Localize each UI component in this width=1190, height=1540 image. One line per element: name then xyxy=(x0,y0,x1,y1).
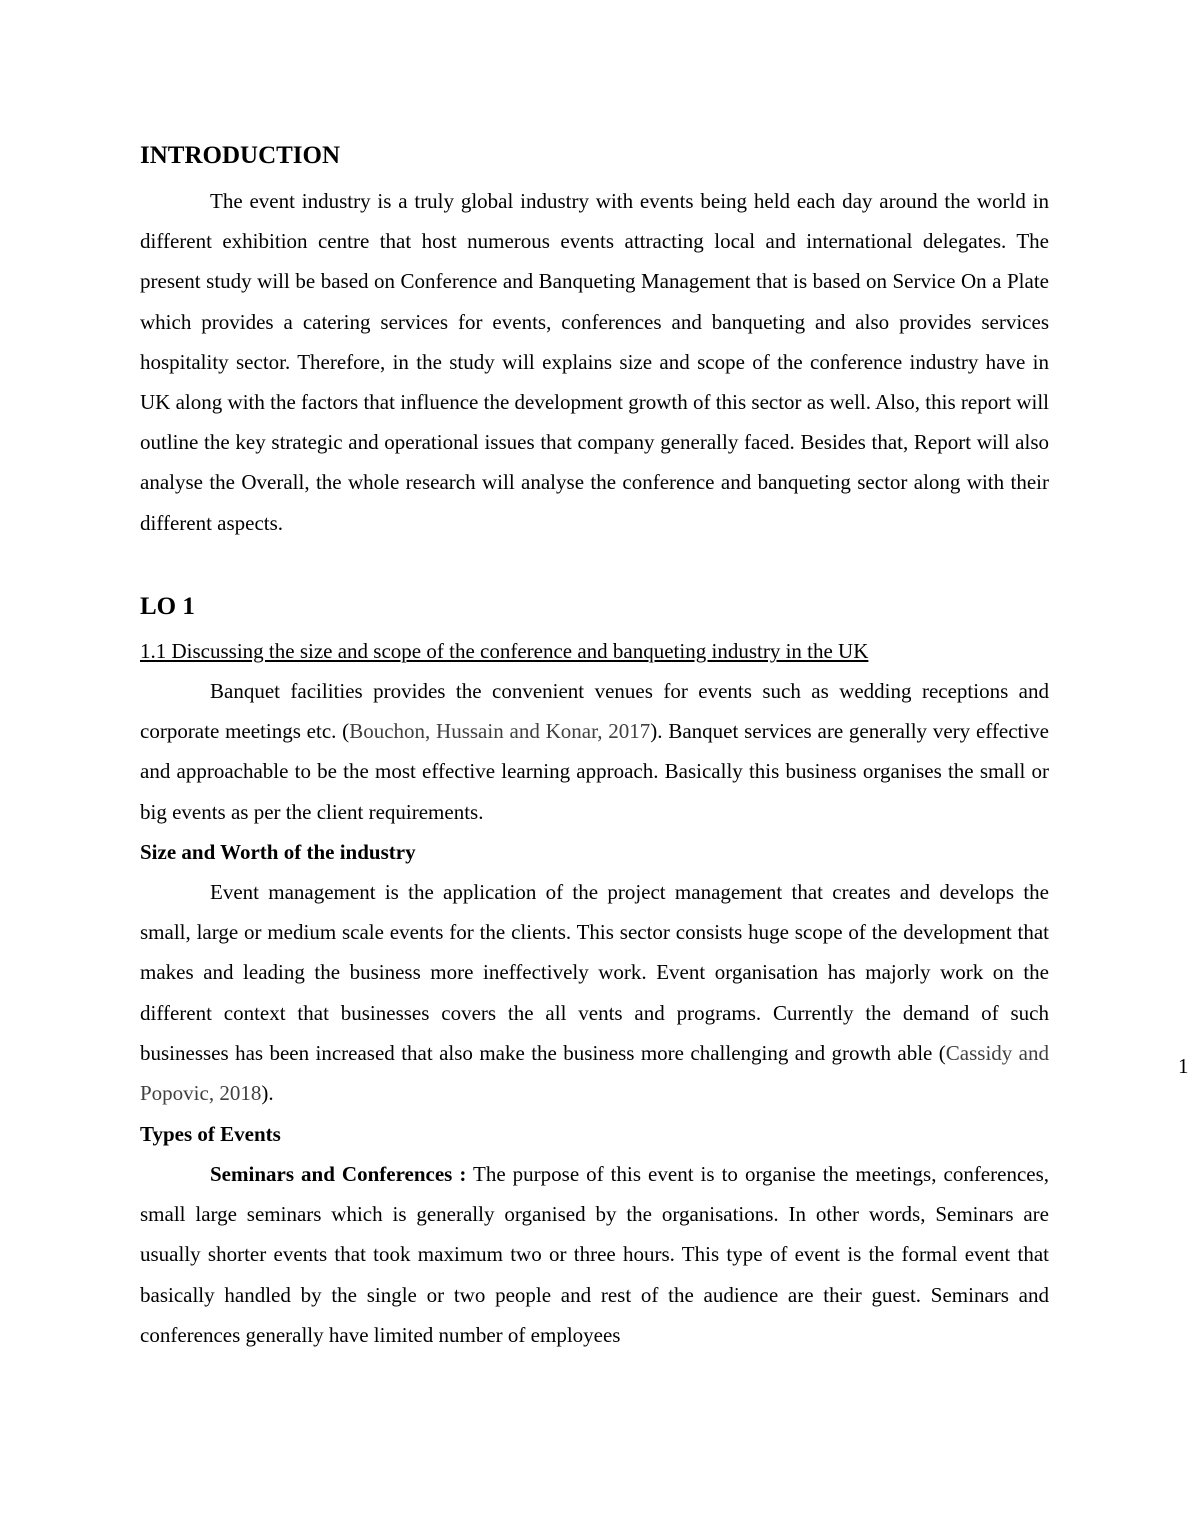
lo1-paragraph-part2: ). Banquet services are generally very effective and approachable to be the most effective learning approach. Basically this business organises the small or big events as per the client requirements. xyxy=(140,719,1050,824)
size-worth-citation: Cassidy and Popovic, 2018 xyxy=(140,1040,1049,1106)
size-worth-paragraph-part2: ). xyxy=(261,1081,274,1106)
lo1-heading: LO 1 xyxy=(140,593,195,620)
size-worth-heading: Size and Worth of the industry xyxy=(140,840,416,864)
page-number: 1 xyxy=(1178,1054,1189,1078)
intro-heading: INTRODUCTION xyxy=(140,142,341,169)
lo1-subheading: 1.1 Discussing the size and scope of the conference and banqueting industry in the UK xyxy=(140,639,869,663)
size-worth-paragraph-part1: Event management is the application of the project management that creates and develops the small, large or medium scale events for the clients. This sector consists huge scope of the development that makes and leading the business more ineffectively work. Event organisation has majorly work on the different context that businesses covers the all vents and programs. Currently the demand of such businesses has been increased that also make the business more challenging and growth able ( xyxy=(140,880,1049,1065)
intro-paragraph: The event industry is a truly global industry with events being held each day around the world in different exhibition centre that host numerous events attracting local and international delegates. The present study will be based on Conference and Banqueting Management that is based on Service On a Plate which provides a catering services for events, conferences and banqueting and also provides services hospitality sector. Therefore, in the study will explains size and scope of the conference industry have in UK along with the factors that influence the development growth of this sector as well. Also, this report will outline the key strategic and operational issues that company generally faced. Besides that, Report will also analyse the Overall, the whole research will analyse the conference and banqueting sector along with their different aspects. xyxy=(140,189,1049,535)
types-paragraph xyxy=(140,1154,1049,1355)
lo1-paragraph-part1: Banquet facilities provides the convenient venues for events such as wedding receptions and corporate meetings etc. ( xyxy=(140,679,1049,744)
types-lead: Seminars and Conferences : xyxy=(210,1162,467,1186)
lo1-citation: Bouchon, Hussain and Konar, 2017 xyxy=(349,719,651,744)
types-heading: Types of Events xyxy=(140,1122,281,1146)
types-text: The purpose of this event is to organise the meetings, conferences, small large seminars which is generally organised by the organisations. In other words, Seminars are usually shorter events that took maximum two or three hours. This type of event is the formal event that basically handled by the single or two people and rest of the audience are their guest. Seminars and conferences generally have limited number of employees xyxy=(140,1162,1050,1347)
size-worth-paragraph xyxy=(140,872,1049,1113)
lo1-paragraph xyxy=(140,671,1049,832)
